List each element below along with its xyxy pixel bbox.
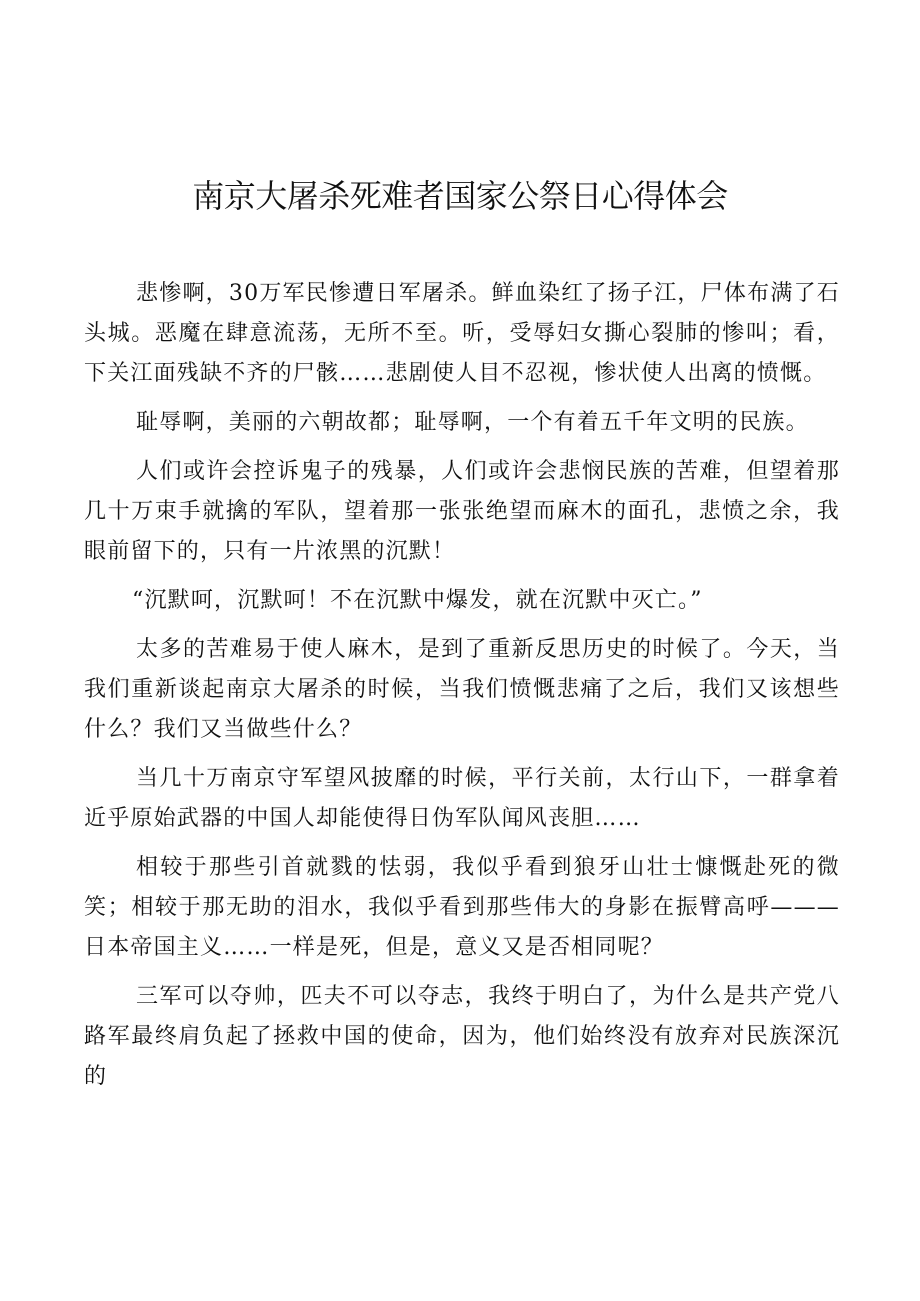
paragraph-2: 耻辱啊，美丽的六朝故都；耻辱啊，一个有着五千年文明的民族。	[136, 410, 809, 435]
paragraph-5: 太多的苦难易于使人麻木，是到了重新反思历史的时候了。今天，当我们重新谈起南京大屠杀的时候，当我们愤慨悲痛了之后，我们又该想些什么？我们又当做些什么？	[84, 637, 840, 742]
paragraph-1: 悲惨啊，30万军民惨遭日军屠杀。鲜血染红了扬子江，尸体布满了石头城。恶魔在肆意流荡，无所不至。听，受辱妇女撕心裂肺的惨叫；看，下关江面残缺不齐的尸骸……悲剧使人目不忍视，惨状使人出离的愤慨。	[84, 281, 840, 386]
paragraph-8: 三军可以夺帅，匹夫不可以夺志，我终于明白了，为什么是共产党八路军最终肩负起了拯救中国的使命，因为，他们始终没有放弃对民族深沉的	[84, 984, 840, 1089]
document-body	[84, 274, 840, 1106]
document-title: 南京大屠杀死难者国家公祭日心得体会	[192, 177, 728, 215]
paragraph-3: 人们或许会控诉鬼子的残暴，人们或许会悲悯民族的苦难，但望着那几十万束手就擒的军队，望着那一张张绝望而麻木的面孔，悲愤之余，我眼前留下的，只有一片浓黑的沉默！	[84, 459, 840, 564]
paragraph-6: 当几十万南京守军望风披靡的时候，平行关前，太行山下，一群拿着近乎原始武器的中国人却能使得日伪军队闻风丧胆……	[84, 766, 840, 831]
paragraph-quote: “沉默呵，沉默呵！不在沉默中爆发，就在沉默中灭亡。”	[132, 588, 703, 613]
paragraph-7: 相较于那些引首就戮的怯弱，我似乎看到狼牙山壮士慷慨赴死的微笑；相较于那无助的泪水，我似乎看到那些伟大的身影在振臂高呼———日本帝国主义……一样是死，但是，意义又是否相同呢？	[84, 855, 840, 960]
